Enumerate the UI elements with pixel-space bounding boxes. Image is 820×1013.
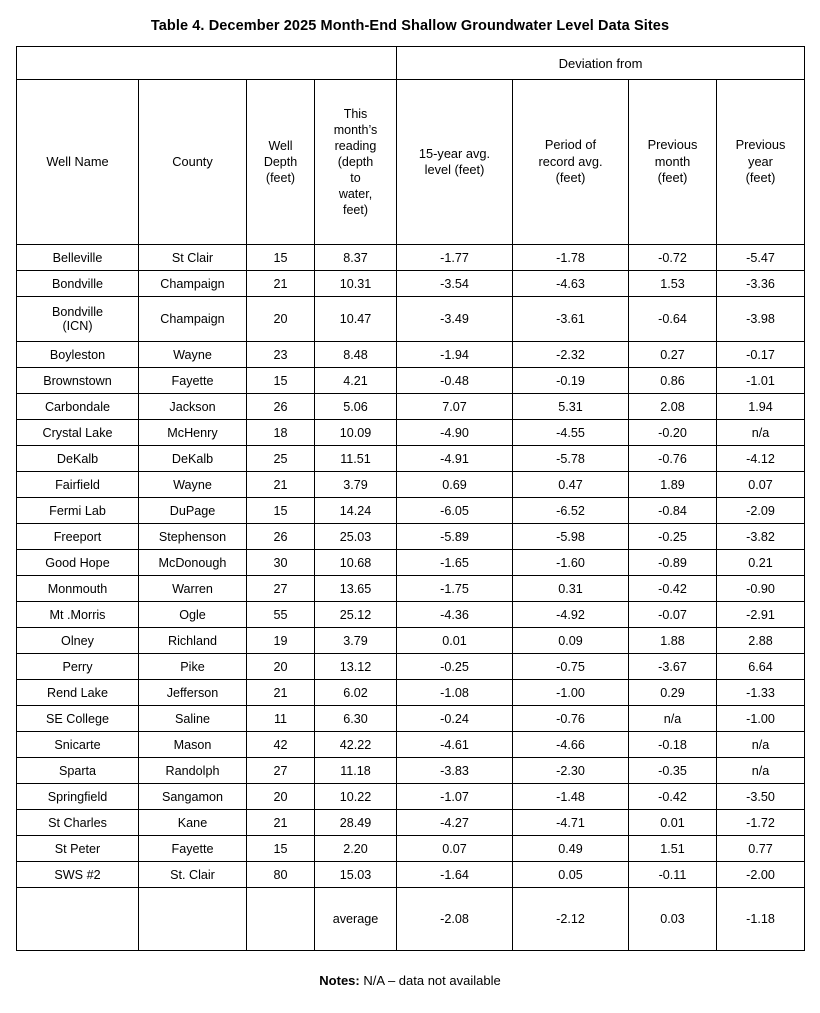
page-title: Table 4. December 2025 Month-End Shallow Groundwater Level Data Sites [150,18,670,34]
cell-well-depth: 18 [247,420,315,446]
cell-dev-15yr: -1.64 [397,862,513,888]
cell-dev-prev-year: 0.77 [717,836,805,862]
cell-dev-prev-year: -0.90 [717,576,805,602]
cell-well-name [17,297,139,342]
cell-reading: 10.09 [315,420,397,446]
cell-reading: 11.18 [315,758,397,784]
table-row [17,836,805,862]
table-row [17,297,805,342]
cell-well-depth: 27 [247,758,315,784]
cell-dev-por: -6.52 [513,498,629,524]
groundwater-data-table [16,46,805,951]
header-dev-por-l1: Period of [544,137,597,153]
table-row [17,524,805,550]
cell-dev-prev-month: -0.42 [629,576,717,602]
cell-county: Fayette [139,368,247,394]
cell-well-depth: 80 [247,862,315,888]
cell-county: McDonough [139,550,247,576]
cell-dev-prev-year: -3.82 [717,524,805,550]
cell-dev-prev-month: 1.51 [629,836,717,862]
cell-well-depth: 26 [247,524,315,550]
cell-dev-prev-month: 0.29 [629,680,717,706]
table-row [17,602,805,628]
cell-dev-prev-year: n/a [717,732,805,758]
cell-well-name: Brownstown [17,368,139,394]
cell-dev-prev-month: -0.84 [629,498,717,524]
cell-well-depth: 19 [247,628,315,654]
cell-dev-prev-month: -0.72 [629,245,717,271]
cell-well-depth: 21 [247,680,315,706]
cell-dev-15yr: -4.90 [397,420,513,446]
header-well-depth-l2: Depth [263,155,298,169]
header-reading-l3: reading [334,139,377,153]
cell-well-depth: 15 [247,836,315,862]
cell-county: St. Clair [139,862,247,888]
cell-well-name-line1: Bondville [51,305,104,319]
cell-well-name: DeKalb [17,446,139,472]
header-blank-cell [17,47,397,80]
header-this-month-reading [315,80,397,245]
cell-county: Sangamon [139,784,247,810]
cell-dev-prev-month: 1.88 [629,628,717,654]
cell-county: McHenry [139,420,247,446]
cell-well-name: Fairfield [17,472,139,498]
cell-dev-prev-month: -0.20 [629,420,717,446]
cell-dev-prev-month: -0.89 [629,550,717,576]
header-reading-l6: water, [338,187,373,201]
header-dev-previous-month [629,80,717,245]
cell-dev-por: 0.47 [513,472,629,498]
average-dev-prev-month: 0.03 [629,888,717,951]
cell-well-depth: 30 [247,550,315,576]
cell-dev-prev-year: -3.36 [717,271,805,297]
cell-dev-por: -0.76 [513,706,629,732]
cell-well-name: St Charles [17,810,139,836]
average-blank-well [17,888,139,951]
header-reading-l7: feet) [342,203,368,217]
table-row [17,628,805,654]
cell-reading: 2.20 [315,836,397,862]
cell-well-name: Rend Lake [17,680,139,706]
header-dev-prevmonth-l3: (feet) [657,170,688,186]
cell-dev-prev-month: 1.53 [629,271,717,297]
cell-dev-prev-month: 1.89 [629,472,717,498]
header-dev-prevmonth-l1: Previous [647,137,698,153]
cell-dev-prev-month: -3.67 [629,654,717,680]
cell-reading: 3.79 [315,472,397,498]
cell-dev-15yr: -5.89 [397,524,513,550]
cell-well-depth: 25 [247,446,315,472]
cell-dev-15yr: -1.77 [397,245,513,271]
table-row [17,368,805,394]
cell-county: Stephenson [139,524,247,550]
table-row [17,810,805,836]
cell-reading: 11.51 [315,446,397,472]
cell-dev-prev-month: -0.25 [629,524,717,550]
cell-county: Wayne [139,342,247,368]
cell-dev-15yr: -1.75 [397,576,513,602]
header-dev-prevyear-l3: (feet) [745,170,776,186]
cell-dev-por: -0.19 [513,368,629,394]
table-row [17,576,805,602]
cell-well-name: SE College [17,706,139,732]
cell-county: Warren [139,576,247,602]
cell-dev-prev-month: -0.42 [629,784,717,810]
average-dev-por: -2.12 [513,888,629,951]
cell-dev-por: 0.31 [513,576,629,602]
cell-well-name: St Peter [17,836,139,862]
cell-well-name: Boyleston [17,342,139,368]
cell-dev-prev-year: -1.01 [717,368,805,394]
cell-dev-15yr: -0.25 [397,654,513,680]
cell-dev-prev-year: 6.64 [717,654,805,680]
cell-well-depth: 11 [247,706,315,732]
cell-dev-prev-year: -2.09 [717,498,805,524]
cell-well-depth: 15 [247,245,315,271]
cell-dev-prev-year: 0.07 [717,472,805,498]
cell-dev-por: 5.31 [513,394,629,420]
cell-well-depth: 23 [247,342,315,368]
cell-reading: 3.79 [315,628,397,654]
cell-county: Jackson [139,394,247,420]
cell-reading: 42.22 [315,732,397,758]
cell-dev-por: -5.78 [513,446,629,472]
cell-well-name: Olney [17,628,139,654]
header-reading-l5: to [350,171,361,185]
cell-dev-por: -4.92 [513,602,629,628]
cell-dev-prev-year: -2.91 [717,602,805,628]
cell-dev-15yr: 7.07 [397,394,513,420]
cell-well-depth: 42 [247,732,315,758]
cell-well-name: Crystal Lake [17,420,139,446]
cell-county: Saline [139,706,247,732]
cell-reading: 13.12 [315,654,397,680]
table-row [17,245,805,271]
average-dev-prev-year: -1.18 [717,888,805,951]
cell-well-depth: 55 [247,602,315,628]
cell-dev-por: 0.09 [513,628,629,654]
cell-well-name: Good Hope [17,550,139,576]
cell-dev-prev-year: -0.17 [717,342,805,368]
cell-county: Champaign [139,271,247,297]
table-row [17,784,805,810]
cell-dev-prev-month: -0.64 [629,297,717,342]
cell-county: DuPage [139,498,247,524]
cell-dev-por: -5.98 [513,524,629,550]
cell-county: DeKalb [139,446,247,472]
table-notes [0,973,820,988]
cell-dev-15yr: -0.24 [397,706,513,732]
header-dev-period-of-record [513,80,629,245]
cell-reading: 8.48 [315,342,397,368]
cell-dev-15yr: -4.36 [397,602,513,628]
header-dev-15yr [397,80,513,245]
header-dev-prevmonth-l2: month [654,153,691,169]
cell-well-name: Belleville [17,245,139,271]
cell-reading: 8.37 [315,245,397,271]
cell-well-name: Carbondale [17,394,139,420]
cell-well-depth: 15 [247,368,315,394]
table-row [17,550,805,576]
cell-reading: 15.03 [315,862,397,888]
cell-county: St Clair [139,245,247,271]
cell-dev-15yr: -1.65 [397,550,513,576]
cell-dev-15yr: -3.54 [397,271,513,297]
cell-dev-prev-year: -3.50 [717,784,805,810]
cell-dev-prev-month: -0.35 [629,758,717,784]
cell-dev-prev-month: -0.18 [629,732,717,758]
cell-reading: 25.12 [315,602,397,628]
notes-text: N/A – data not available [363,973,501,988]
header-deviation-group: Deviation from [397,47,805,80]
cell-dev-prev-year: 2.88 [717,628,805,654]
cell-dev-prev-year: -5.47 [717,245,805,271]
cell-dev-por: -2.32 [513,342,629,368]
cell-dev-prev-year: -1.72 [717,810,805,836]
cell-well-name-line2: (ICN) [62,319,93,333]
cell-well-name: Mt .Morris [17,602,139,628]
cell-county: Ogle [139,602,247,628]
table-container [0,46,820,951]
header-well-depth-l3: (feet) [265,171,296,185]
cell-reading: 28.49 [315,810,397,836]
cell-dev-15yr: -1.94 [397,342,513,368]
header-well-name: Well Name [17,80,139,245]
cell-dev-15yr: -3.83 [397,758,513,784]
cell-dev-15yr: -4.27 [397,810,513,836]
header-dev-previous-year [717,80,805,245]
cell-well-name: Freeport [17,524,139,550]
cell-dev-por: 0.49 [513,836,629,862]
cell-reading: 10.22 [315,784,397,810]
cell-dev-por: -3.61 [513,297,629,342]
table-row [17,732,805,758]
cell-county: Richland [139,628,247,654]
header-well-depth [247,80,315,245]
cell-well-depth: 21 [247,472,315,498]
cell-dev-prev-month: n/a [629,706,717,732]
header-columns-row [17,80,805,245]
header-dev-15yr-l1: 15-year avg. [418,145,491,161]
cell-well-depth: 20 [247,297,315,342]
cell-dev-15yr: 0.69 [397,472,513,498]
cell-dev-prev-month: 0.01 [629,810,717,836]
cell-county: Randolph [139,758,247,784]
header-dev-prevyear-l2: year [748,153,773,169]
cell-dev-15yr: -0.48 [397,368,513,394]
cell-well-depth: 26 [247,394,315,420]
cell-county: Kane [139,810,247,836]
cell-reading: 13.65 [315,576,397,602]
cell-reading: 10.31 [315,271,397,297]
average-blank-county [139,888,247,951]
cell-dev-prev-year: -1.33 [717,680,805,706]
cell-county: Fayette [139,836,247,862]
table-row [17,680,805,706]
cell-county: Jefferson [139,680,247,706]
cell-reading: 10.68 [315,550,397,576]
header-group-row [17,47,805,80]
cell-well-depth: 21 [247,271,315,297]
table-row [17,446,805,472]
cell-well-name: Bondville [17,271,139,297]
cell-dev-prev-year: n/a [717,758,805,784]
cell-dev-prev-month: 2.08 [629,394,717,420]
cell-reading: 25.03 [315,524,397,550]
cell-well-name: Perry [17,654,139,680]
average-blank-depth [247,888,315,951]
table-row [17,342,805,368]
table-row [17,654,805,680]
header-county: County [139,80,247,245]
cell-dev-por: -1.78 [513,245,629,271]
cell-dev-prev-month: 0.86 [629,368,717,394]
table-row [17,420,805,446]
cell-reading: 4.21 [315,368,397,394]
cell-dev-prev-year: -4.12 [717,446,805,472]
average-label: average [315,888,397,951]
header-reading-l2: month’s [333,123,378,137]
cell-well-name: SWS #2 [17,862,139,888]
cell-dev-por: -4.71 [513,810,629,836]
cell-dev-15yr: -3.49 [397,297,513,342]
header-reading-l1: This [343,107,368,121]
cell-county: Champaign [139,297,247,342]
cell-reading: 6.02 [315,680,397,706]
header-well-depth-l1: Well [268,139,293,153]
cell-dev-por: -1.48 [513,784,629,810]
cell-dev-prev-month: 0.27 [629,342,717,368]
table-row [17,862,805,888]
cell-dev-15yr: -4.91 [397,446,513,472]
table-header [17,47,805,245]
header-dev-prevyear-l1: Previous [735,137,786,153]
table-row [17,706,805,732]
cell-well-name: Snicarte [17,732,139,758]
average-row [17,888,805,951]
cell-well-depth: 21 [247,810,315,836]
cell-dev-prev-year: -1.00 [717,706,805,732]
cell-dev-por: -1.60 [513,550,629,576]
table-row [17,472,805,498]
cell-well-depth: 20 [247,654,315,680]
document-page [0,18,820,1013]
cell-dev-15yr: -1.07 [397,784,513,810]
cell-county: Wayne [139,472,247,498]
cell-dev-15yr: -4.61 [397,732,513,758]
cell-dev-prev-year: -2.00 [717,862,805,888]
table-row [17,498,805,524]
notes-label: Notes: [319,973,360,988]
header-dev-por-l2: record avg. [538,153,603,169]
header-dev-por-l3: (feet) [555,170,586,186]
cell-dev-15yr: -1.08 [397,680,513,706]
cell-dev-por: 0.05 [513,862,629,888]
cell-reading: 14.24 [315,498,397,524]
cell-reading: 5.06 [315,394,397,420]
cell-dev-15yr: 0.07 [397,836,513,862]
cell-dev-prev-year: 0.21 [717,550,805,576]
cell-well-name: Fermi Lab [17,498,139,524]
cell-dev-por: -2.30 [513,758,629,784]
cell-dev-por: -4.55 [513,420,629,446]
average-dev-15yr: -2.08 [397,888,513,951]
cell-reading: 10.47 [315,297,397,342]
cell-dev-prev-month: -0.76 [629,446,717,472]
cell-well-depth: 27 [247,576,315,602]
cell-county: Mason [139,732,247,758]
table-body [17,245,805,951]
cell-dev-prev-year: 1.94 [717,394,805,420]
cell-dev-por: -1.00 [513,680,629,706]
cell-well-name: Springfield [17,784,139,810]
cell-dev-15yr: -6.05 [397,498,513,524]
cell-dev-por: -0.75 [513,654,629,680]
cell-well-name: Sparta [17,758,139,784]
cell-well-depth: 20 [247,784,315,810]
cell-dev-por: -4.66 [513,732,629,758]
table-row [17,394,805,420]
cell-dev-prev-year: n/a [717,420,805,446]
cell-reading: 6.30 [315,706,397,732]
table-row [17,758,805,784]
header-dev-15yr-l2: level (feet) [424,162,485,177]
cell-dev-prev-month: -0.11 [629,862,717,888]
cell-dev-prev-month: -0.07 [629,602,717,628]
header-reading-l4: (depth [337,155,374,169]
cell-county: Pike [139,654,247,680]
table-row [17,271,805,297]
cell-dev-15yr: 0.01 [397,628,513,654]
cell-dev-por: -4.63 [513,271,629,297]
cell-dev-prev-year: -3.98 [717,297,805,342]
cell-well-name: Monmouth [17,576,139,602]
cell-well-depth: 15 [247,498,315,524]
